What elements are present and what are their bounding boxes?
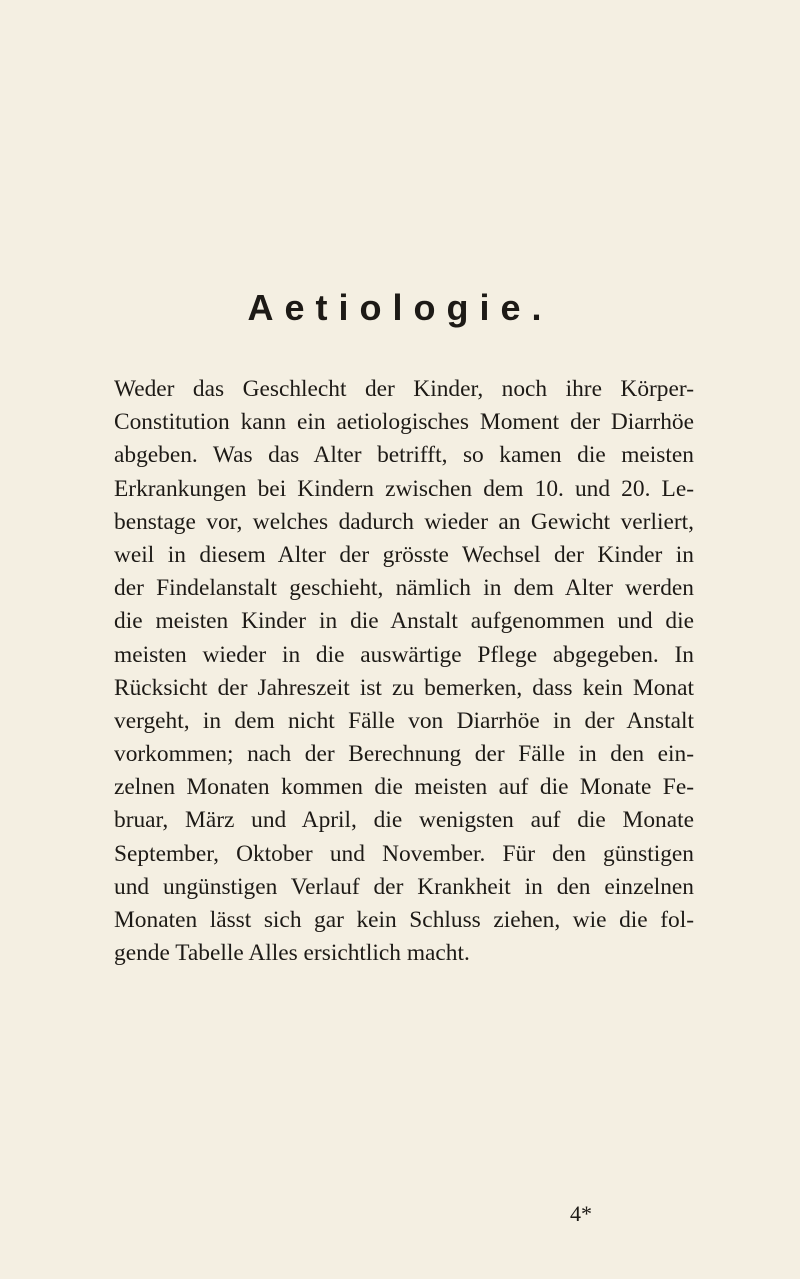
text-line: Constitution kann ein aetiologisches Moment der Diarrhöe — [114, 409, 694, 436]
page-title: Aetiologie. — [247, 287, 553, 328]
text-line: abgeben. Was das Alter betrifft, so kamen die meisten — [114, 442, 694, 469]
text-line: September, Oktober und November. Für den günstigen — [114, 840, 694, 867]
text-line: benstage vor, welches dadurch wieder an Gewicht verliert, — [114, 508, 694, 535]
page-number: 4* — [570, 1201, 592, 1226]
text-line: Erkrankungen bei Kindern zwischen dem 10. und 20. Le- — [114, 475, 694, 502]
text-line: und ungünstigen Verlauf der Krankheit in den einzelnen — [114, 873, 694, 900]
text-line: meisten wieder in die auswärtige Pflege abgegeben. In — [114, 641, 694, 668]
text-line: Rücksicht der Jahreszeit ist zu bemerken, dass kein Monat — [114, 674, 694, 701]
text-line: vergeht, in dem nicht Fälle von Diarrhöe in der Anstalt — [114, 707, 694, 734]
text-line: weil in diesem Alter der grösste Wechsel der Kinder in — [114, 541, 694, 568]
text-line: gende Tabelle Alles ersichtlich macht. — [114, 940, 470, 967]
text-line: Monaten lässt sich gar kein Schluss ziehen, wie die fol- — [114, 907, 694, 933]
text-line: der Findelanstalt geschieht, nämlich in dem Alter werden — [114, 575, 694, 602]
body-paragraph — [114, 373, 694, 970]
text-line: die meisten Kinder in die Anstalt aufgenommen und die — [114, 608, 694, 635]
text-line: zelnen Monaten kommen die meisten auf die Monate Fe- — [114, 774, 694, 801]
text-line: Weder das Geschlecht der Kinder, noch ihre Körper- — [114, 376, 694, 402]
text-line: vorkommen; nach der Berechnung der Fälle in den ein- — [114, 741, 694, 768]
text-line: bruar, März und April, die wenigsten auf die Monate — [114, 807, 694, 834]
